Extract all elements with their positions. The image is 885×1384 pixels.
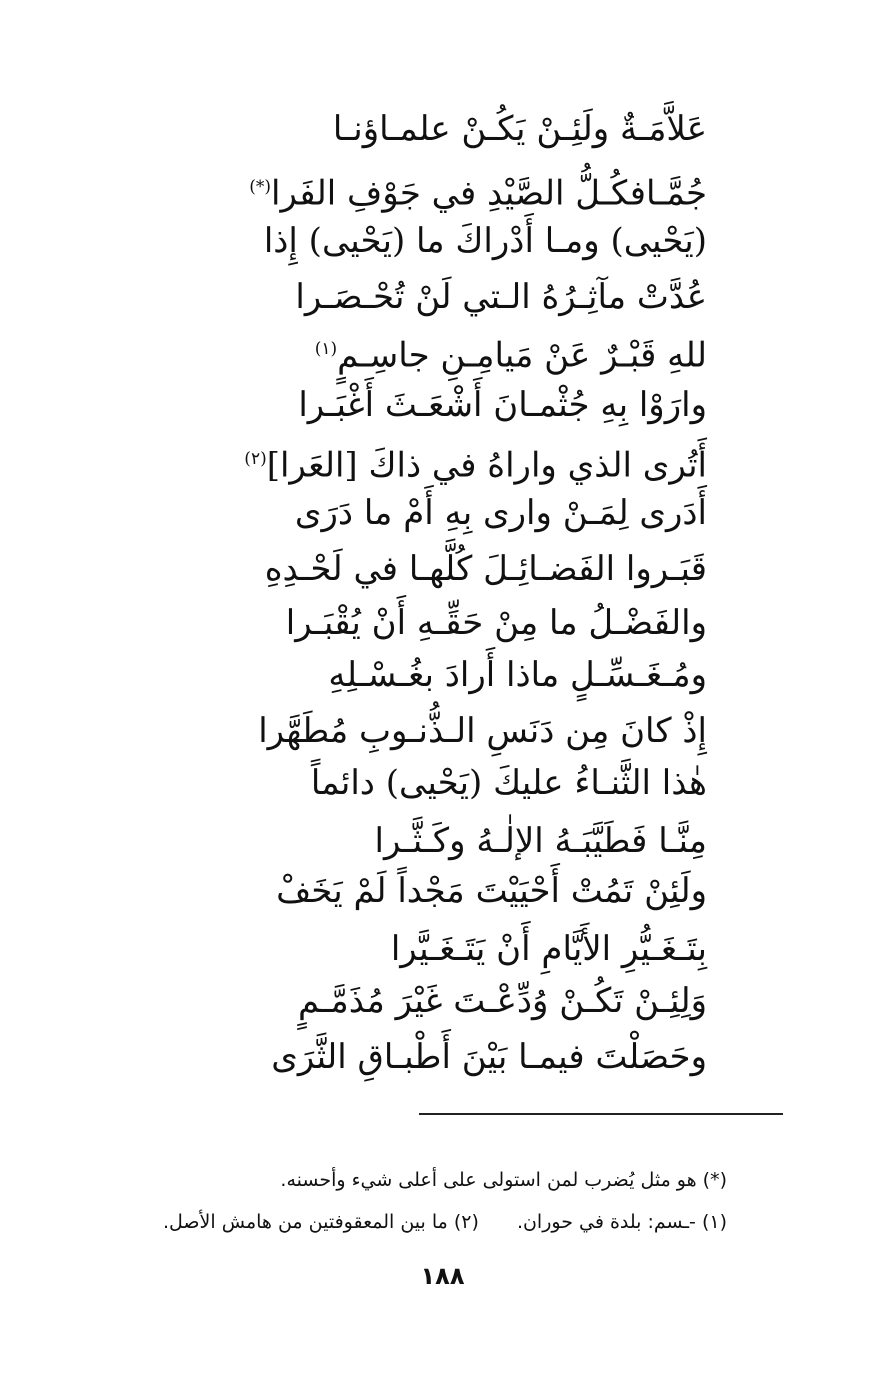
verse-line: مِنَّـا فَطَيَّبَـهُ الإلٰـهُ وكَـثَّـرا xyxy=(374,821,707,861)
verse-line: وحَصَلْتَ فيمـا بَيْنَ أَطْبـاقِ الثَّرَى xyxy=(271,1037,707,1077)
verse-line: ولَئِنْ تَمُتْ أَحْيَيْتَ مَجْداً لَمْ يَخَفْ xyxy=(276,871,707,911)
verse-line: بِتَـغَـيُّرِ الأَيَّامِ أَنْ يَتَـغَـيَّرا xyxy=(390,929,707,969)
footnote-marker: (*) xyxy=(249,177,271,197)
footnote-marker: (١) xyxy=(314,339,338,359)
verse-line: عَلاَّمَـةٌ ولَئِـنْ يَكُـنْ علمـاؤنـا xyxy=(332,109,707,149)
verse-line: عُدَّتْ مآثِـرُهُ الـتي لَنْ تُحْـصَـرا xyxy=(295,277,707,317)
verse-line: للهِ قَبْـرٌ عَنْ مَيامِـنِ جاسِـمٍ$^{(١)}$ xyxy=(314,335,707,376)
footnote-marker: (٢) xyxy=(244,449,267,469)
verse-line: أَتُرى الذي واراهُ في ذاكَ [العَرا]$^{(٢)}$ xyxy=(244,445,707,486)
footnote-row xyxy=(163,1208,727,1236)
verse-line: إِذْ كانَ مِن دَنَسِ الـذُّنـوبِ مُطَهَّرا xyxy=(258,711,707,751)
verse-line: ومُـغَـسِّـلٍ ماذا أَرادَ بغُـسْـلِهِ xyxy=(328,655,707,695)
footnote-star: (*) هو مثل يُضرب لمن استولى على أعلى شيء وأحسنه. xyxy=(280,1169,727,1191)
verse-line: وَلِئِـنْ تَكُـنْ وُدِّعْـتَ غَيْرَ مُذَمَّـمٍ xyxy=(297,981,707,1021)
page-number: ١٨٨ xyxy=(420,1262,465,1290)
footnote-divider xyxy=(419,1113,783,1115)
verse-line: أَدَرى لِمَـنْ وارى بِهِ أَمْ ما دَرَى xyxy=(294,493,707,533)
footnote-2: (٢) ما بين المعقوفتين من هامش الأصل. xyxy=(163,1211,479,1233)
verse-line: هٰذا الثَّنـاءُ عليكَ (يَحْيى) دائماً xyxy=(310,763,707,803)
verse-line: جُمَّـافكُـلُّ الصَّيْدِ في جَوْفِ الفَرا(*) xyxy=(249,173,707,214)
verse-line: وارَوْا بِهِ جُثْمـانَ أَشْعَـثَ أَغْبَـرا xyxy=(298,385,707,425)
verse-line: قَبَـروا الفَضـائِـلَ كُلَّهـا في لَحْـدِهِ xyxy=(264,549,707,589)
verse-line: والفَضْـلُ ما مِنْ حَقِّـهِ أَنْ يُقْبَـرا xyxy=(285,603,707,643)
footnote-1: (١) -ـسم: بلدة في حوران. xyxy=(516,1211,727,1233)
verse-line: (يَحْيى) ومـا أَدْراكَ ما (يَحْيى) إِذا xyxy=(263,221,707,261)
